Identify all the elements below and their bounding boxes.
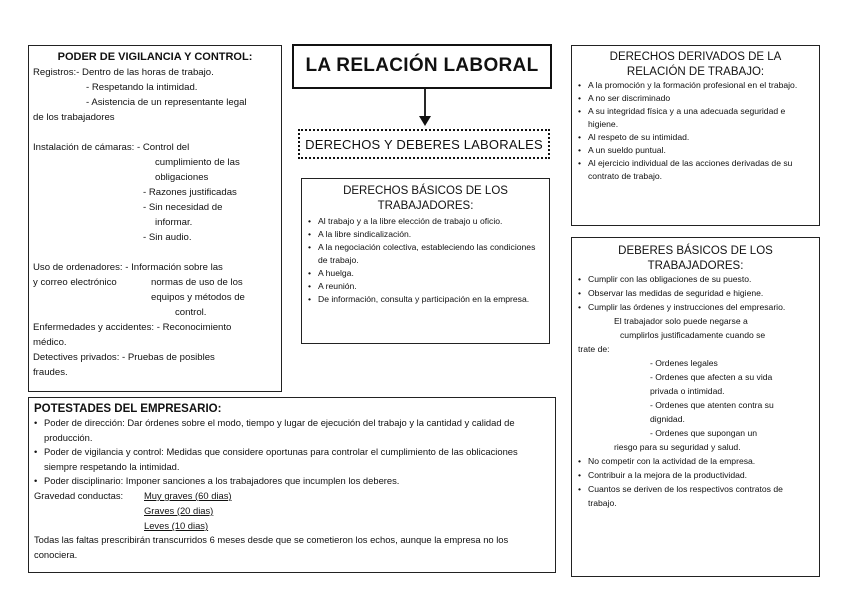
list-item: • Poder de vigilancia y control: Medidas que considere oportunas para controlar el cumplimiento de las oblicaciones siempre respetando la intimidad. xyxy=(34,445,547,474)
list-item: • A huelga. xyxy=(308,267,541,280)
vig-line: normas de uso de los xyxy=(151,277,243,288)
order-line: - Ordenes que atenten contra su xyxy=(650,400,774,410)
deberes-note: cumplirlos justificadamente cuando se xyxy=(620,330,766,340)
deberes-note: El trabajador solo puede negarse a xyxy=(614,316,748,326)
deberes-note: trate de: xyxy=(578,344,610,354)
vig-line: control. xyxy=(175,307,207,318)
list-item: • Al ejercicio individual de las acciones derivadas de su contrato de trabajo. xyxy=(578,157,813,183)
basicos-heading-1: DERECHOS BÁSICOS DE LOS xyxy=(343,185,508,197)
deberes-heading-1: DEBERES BÁSICOS DE LOS xyxy=(618,245,773,257)
vig-line: - Respetando la intimidad. xyxy=(86,82,198,93)
list-item: • A no ser discriminado xyxy=(578,92,813,105)
list-item: • Poder disciplinario: Imponer sanciones a los trabajadores que incumplen los deberes. xyxy=(34,474,547,489)
list-item: • A la promoción y la formación profesional en el trabajo. xyxy=(578,79,813,92)
potestades-box xyxy=(28,397,556,573)
vig-line: obligaciones xyxy=(155,172,209,183)
order-line: privada o intimidad. xyxy=(650,386,725,396)
vig-line: fraudes. xyxy=(33,367,68,378)
vig-line: Instalación de cámaras: - Control del xyxy=(33,142,190,153)
subtitle: DERECHOS Y DEBERES LABORALES xyxy=(305,137,543,152)
vig-line: equipos y métodos de xyxy=(151,292,245,303)
list-item: • Observar las medidas de seguridad e higiene. xyxy=(578,286,813,300)
vig-line: - Razones justificadas xyxy=(143,187,237,198)
list-item: • A la negociación colectiva, estableciendo las condiciones de trabajo. xyxy=(308,241,541,267)
list-item: • De información, consulta y participación en la empresa. xyxy=(308,293,541,306)
order-line: - Ordenes legales xyxy=(650,358,718,368)
deberes-box xyxy=(571,237,820,577)
arrow-icon xyxy=(415,89,435,129)
vig-line: - Asistencia de un representante legal xyxy=(86,97,247,108)
vigilancia-heading: PODER DE VIGILANCIA Y CONTROL: xyxy=(57,51,253,63)
list-item: • No competir con la actividad de la empresa. xyxy=(578,454,813,468)
vig-line: informar. xyxy=(155,217,193,228)
basicos-heading-2: TRABAJADORES: xyxy=(377,200,474,212)
main-title-box xyxy=(292,44,552,89)
vig-line: cumplimiento de las xyxy=(155,157,240,168)
list-item: • Al respeto de su intimidad. xyxy=(578,131,813,144)
order-line: dignidad. xyxy=(650,414,685,424)
vig-line: médico. xyxy=(33,337,67,348)
order-line: - Ordenes que afecten a su vida xyxy=(650,372,773,382)
vig-line: - Sin audio. xyxy=(143,232,192,243)
order-line: riesgo para su seguridad y salud. xyxy=(614,442,741,452)
leves-link: Leves (10 dias) xyxy=(144,519,209,531)
main-title: LA RELACIÓN LABORAL xyxy=(305,55,539,76)
vig-line: Uso de ordenadores: - Información sobre las xyxy=(33,262,223,273)
order-line: - Ordenes que supongan un xyxy=(650,428,758,438)
vig-line: Detectives privados: - Pruebas de posibles xyxy=(33,352,215,363)
graves-link: Graves (20 dias) xyxy=(144,504,214,516)
gravedad-label: Gravedad conductas: xyxy=(34,489,124,501)
potestades-heading: POTESTADES DEL EMPRESARIO: xyxy=(34,403,222,415)
muy-graves-link: Muy graves (60 dias) xyxy=(144,489,232,501)
list-item: • Contribuir a la mejora de la productividad. xyxy=(578,468,813,482)
list-item: • Poder de dirección: Dar órdenes sobre el modo, tiempo y lugar de ejecución del trabajo y la cantidad y calidad de producción. xyxy=(34,416,547,445)
vigilancia-box xyxy=(28,45,282,392)
list-item: • A la libre sindicalización. xyxy=(308,228,541,241)
list-item: • A reunión. xyxy=(308,280,541,293)
vig-line: - Sin necesidad de xyxy=(143,202,223,213)
derechos-derivados-box xyxy=(571,45,820,226)
derechos-basicos-box xyxy=(301,178,550,344)
vig-line: y correo electrónico xyxy=(33,277,117,288)
derivados-heading-2: RELACIÓN DE TRABAJO: xyxy=(626,66,765,78)
list-item: • Cuantos se deriven de los respectivos contratos de trabajo. xyxy=(578,482,813,510)
vig-line: Enfermedades y accidentes: - Reconocimiento xyxy=(33,322,232,333)
list-item: • Al trabajo y a la libre elección de trabajo u oficio. xyxy=(308,215,541,228)
list-item: • Cumplir las órdenes y instrucciones del empresario. xyxy=(578,300,813,314)
vig-line: Registros:- Dentro de las horas de trabajo. xyxy=(33,67,214,78)
potestades-footer: Todas las faltas prescribirán transcurridos 6 meses desde que se cometieron los echos, aunque la empresa no los conociera. xyxy=(34,533,509,560)
list-item: • Cumplir con las obligaciones de su puesto. xyxy=(578,272,813,286)
list-item: • A su integridad física y a una adecuada seguridad e higiene. xyxy=(578,105,813,131)
subtitle-box xyxy=(298,129,550,159)
derivados-heading-1: DERECHOS DERIVADOS DE LA xyxy=(609,51,782,63)
list-item: • A un sueldo puntual. xyxy=(578,144,813,157)
deberes-heading-2: TRABAJADORES: xyxy=(647,260,744,272)
vig-line: de los trabajadores xyxy=(33,112,115,123)
